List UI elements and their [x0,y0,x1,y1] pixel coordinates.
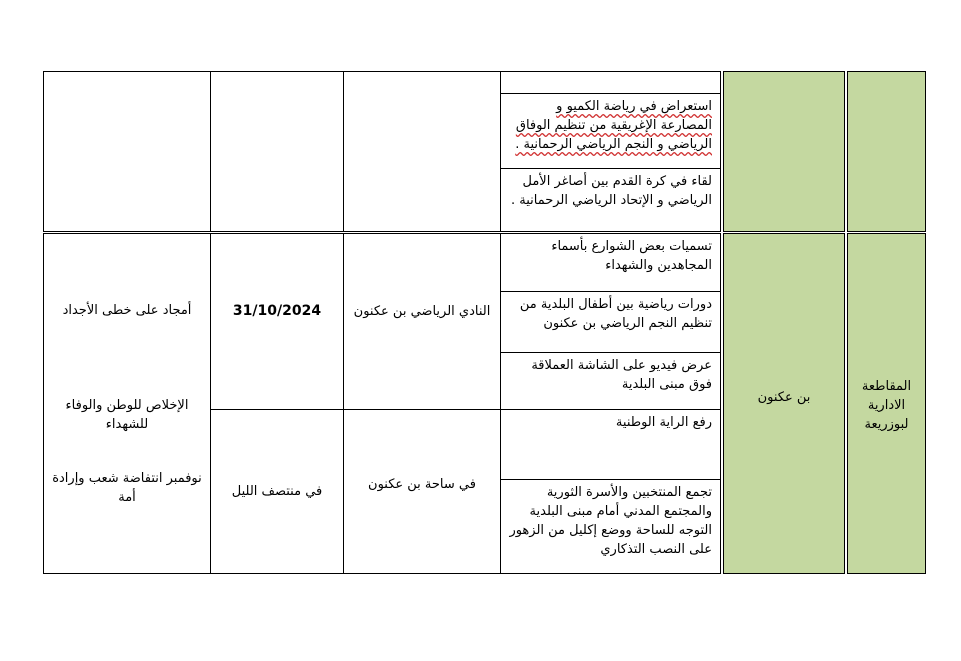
activity-row [500,233,721,292]
activity-text: دورات رياضية بين أطفال البلدية من تنظيم النجم الرياضي بن عكنون [519,297,712,331]
event-time: في منتصف الليل [231,484,323,499]
event-place-one: النادي الرياضي بن عكنون [353,304,491,319]
activity-row [500,352,721,410]
top-activity-row [500,71,721,94]
activity-text: استعراض في رياضة الكميو و المصارعة الإغريقية من تنظيم الوفاق الرياضي و النجم الرياضي الرحمانية . [515,99,712,152]
top-activity-row [500,168,721,232]
activity-text: عرض فيديو على الشاشة العملاقة فوق مبنى البلدية [531,358,712,392]
slogan-one: أمجاد على خطى الأجداد [62,303,192,318]
program-table [43,71,926,574]
activity-text: تجمع المنتخبين والأسرة الثورية والمجتمع المدني أمام مبنى البلدية التوجه للساحة ووضع إكليل من الزهور على النصب التذكاري [509,485,712,557]
top-region-cell [847,71,926,232]
top-date-cell [210,71,344,232]
top-place-cell [343,71,501,232]
date-cell-one [210,233,344,410]
event-date: 31/10/2024 [232,303,322,319]
slogan-three: نوفمبر انتفاضة شعب وإرادة أمة [52,471,202,505]
top-slogan-cell [43,71,211,232]
activity-row [500,409,721,480]
activity-row [500,479,721,574]
place-cell-one [343,233,501,410]
event-place-two: في ساحة بن عكنون [368,477,476,492]
activity-row [500,291,721,353]
commune-name: بن عكنون [757,390,811,405]
activity-text: لقاء في كرة القدم بين أصاغر الأمل الرياضي و الإتحاد الرياضي الرحمانية . [510,174,712,208]
top-commune-cell [723,71,845,232]
region-name: المقاطعة الادارية لبوزريعة [861,379,912,432]
slogan-two: الإخلاص للوطن والوفاء للشهداء [65,398,189,432]
top-activity-row [500,93,721,169]
activity-text: رفع الراية الوطنية [615,415,712,430]
activity-text: تسميات بعض الشوارع بأسماء المجاهدين والشهداء [551,239,712,273]
